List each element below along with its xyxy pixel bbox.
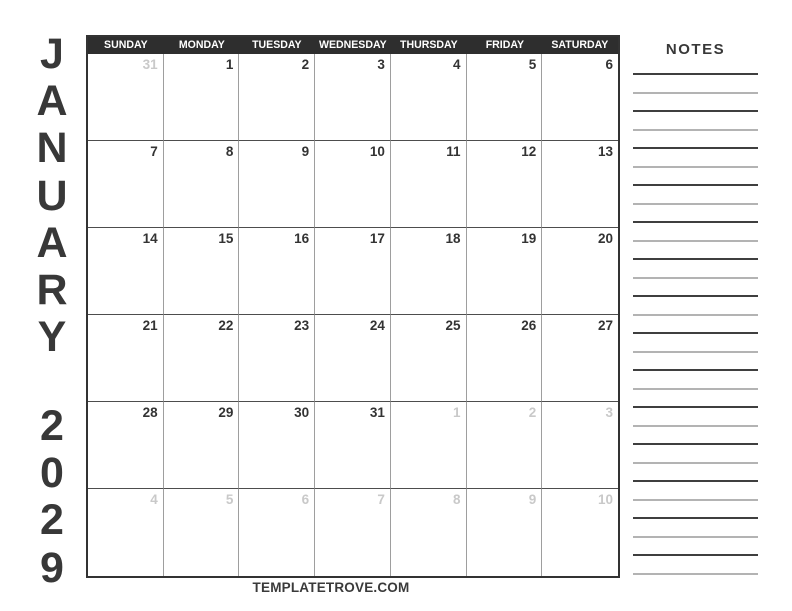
note-line [633,203,758,205]
note-line [633,388,758,390]
date-number: 24 [369,318,385,333]
date-number: 2 [301,57,310,72]
date-number: 19 [521,231,537,246]
date-number: 27 [597,318,613,333]
date-number: 29 [218,405,234,420]
date-number: 1 [225,57,234,72]
date-number: 1 [453,405,461,420]
weekday-label: FRIDAY [485,39,524,51]
year-letter: 9 [40,543,64,592]
day-cell [391,141,467,228]
day-cell [164,489,240,576]
note-line [633,332,758,334]
date-number: 17 [369,231,385,246]
date-number: 22 [218,318,234,333]
day-cell [88,228,164,315]
date-number: 7 [377,492,385,507]
year-letter: 2 [40,496,64,545]
note-line [633,129,758,131]
date-number: 30 [294,405,310,420]
day-cell [467,489,543,576]
note-line [633,443,758,445]
note-line [633,166,758,168]
note-line [633,147,758,149]
weekday-label: WEDNESDAY [319,39,387,51]
day-cell [315,315,391,402]
day-cell [467,54,543,141]
day-cell [542,228,618,315]
day-cell [467,228,543,315]
date-number: 31 [142,57,158,72]
date-number: 25 [445,318,461,333]
day-cell [467,315,543,402]
note-line [633,110,758,112]
note-line [633,351,758,353]
date-number: 13 [597,144,613,159]
weekday-header-row [88,37,618,54]
note-line [633,295,758,297]
month-letter: N [36,124,68,173]
date-number: 12 [521,144,537,159]
weekday-label: THURSDAY [399,39,458,51]
weekday-label: TUESDAY [252,39,303,51]
month-letter: R [36,266,68,315]
note-line [633,369,758,371]
date-number: 4 [453,57,461,72]
year-letter: 2 [40,402,64,450]
note-line [633,462,758,464]
date-number: 9 [528,492,537,507]
day-cell [315,402,391,489]
day-cell [88,141,164,228]
notes-title: NOTES [665,41,726,58]
date-number: 6 [301,492,310,507]
day-cell [542,489,618,576]
day-cell [542,402,618,489]
weekday-label: SUNDAY [104,39,148,51]
note-line [633,92,758,94]
date-number: 8 [225,144,234,159]
date-number: 9 [301,144,310,159]
notes-panel [633,41,758,74]
date-number: 16 [294,231,310,246]
day-cell [315,489,391,576]
note-line [633,184,758,186]
note-line [633,406,758,408]
note-line [633,480,758,482]
weekday-label: SATURDAY [551,39,609,51]
day-cell [391,228,467,315]
date-number: 21 [142,318,158,333]
day-cell [391,315,467,402]
date-number: 10 [369,144,385,159]
day-cell [391,402,467,489]
year-title-vertical [28,403,76,592]
day-cell [239,228,315,315]
day-cell [391,489,467,576]
note-line [633,277,758,279]
month-letter: A [36,218,68,267]
day-cell [164,141,240,228]
day-cell [88,315,164,402]
day-cell [88,54,164,141]
day-cell [315,54,391,141]
date-number: 6 [605,57,613,72]
day-cell [164,54,240,141]
day-cell [315,141,391,228]
date-number: 10 [597,492,613,507]
date-number: 20 [597,231,613,246]
notes-lines [633,73,758,591]
day-cell [239,315,315,402]
note-line [633,314,758,316]
calendar-grid [88,54,618,576]
month-letter: U [36,171,68,220]
note-line [633,258,758,260]
month-letter: J [40,30,64,78]
day-cell [467,141,543,228]
day-cell [88,402,164,489]
date-number: 4 [150,492,158,507]
date-number: 23 [294,318,310,333]
year-letter: 0 [40,449,64,498]
note-line [633,573,758,575]
day-cell [239,402,315,489]
date-number: 28 [142,405,158,420]
date-number: 31 [369,405,385,420]
day-cell [164,315,240,402]
day-cell [467,402,543,489]
note-line [633,73,758,75]
note-line [633,499,758,501]
day-cell [239,489,315,576]
date-number: 7 [150,144,158,159]
day-cell [542,141,618,228]
date-number: 15 [218,231,234,246]
date-number: 5 [528,57,537,72]
day-cell [315,228,391,315]
date-number: 18 [445,231,461,246]
day-cell [88,489,164,576]
month-letter: Y [37,313,67,362]
note-line [633,425,758,427]
note-line [633,240,758,242]
month-letter: A [36,77,68,126]
note-line [633,536,758,538]
note-line [633,221,758,223]
date-number: 3 [377,57,385,72]
weekday-label: MONDAY [178,39,225,51]
day-cell [542,54,618,141]
day-cell [391,54,467,141]
day-cell [164,402,240,489]
month-title-vertical [28,31,76,361]
date-number: 11 [446,144,461,159]
date-number: 26 [521,318,537,333]
date-number: 2 [528,405,537,420]
note-line [633,554,758,556]
calendar [86,35,620,578]
date-number: 14 [142,231,158,246]
watermark-text: TEMPLATETROVE.COM [252,580,410,595]
date-number: 8 [453,492,461,507]
day-cell [239,141,315,228]
date-number: 5 [225,492,234,507]
day-cell [542,315,618,402]
note-line [633,517,758,519]
day-cell [164,228,240,315]
day-cell [239,54,315,141]
date-number: 3 [605,405,613,420]
